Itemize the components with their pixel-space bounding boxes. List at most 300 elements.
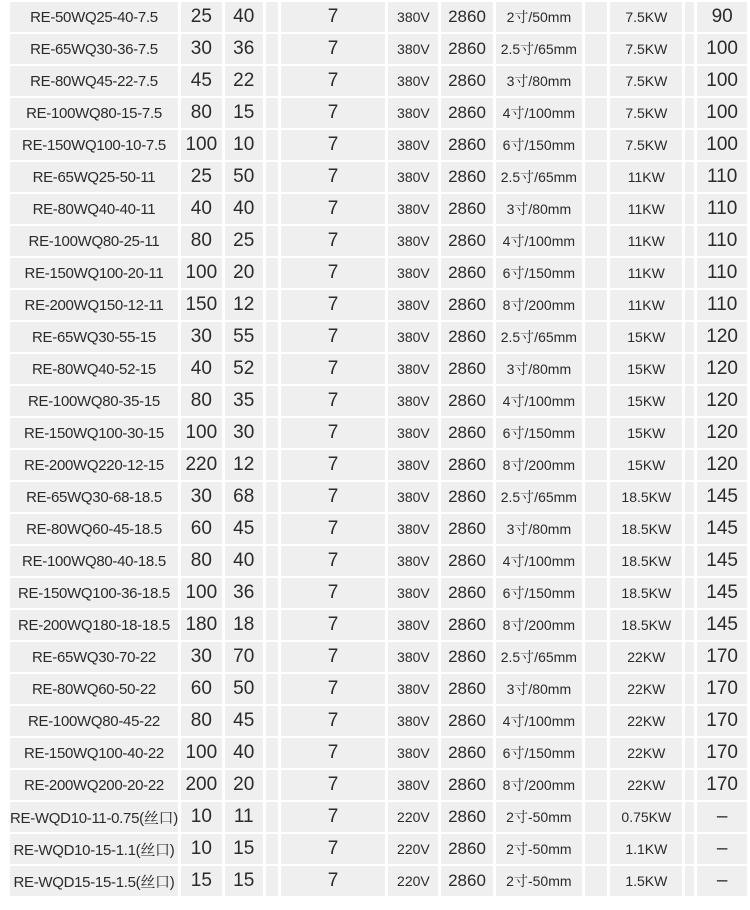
bore-cell: 4寸/100mm: [496, 706, 582, 736]
speed-cell: 2860: [441, 194, 492, 224]
spacer-cell: [585, 738, 607, 768]
voltage-cell: 380V: [388, 34, 438, 64]
spacer-cell: [266, 162, 278, 192]
bore-cell: 4寸/100mm: [496, 226, 582, 256]
voltage-cell: 380V: [388, 258, 438, 288]
power-cell: 11KW: [610, 194, 682, 224]
spacer-cell: [266, 546, 278, 576]
voltage-cell: 380V: [388, 770, 438, 800]
table-row: [10, 226, 747, 256]
weight-cell: 170: [697, 706, 747, 736]
head-cell: 55: [225, 322, 263, 352]
bore-cell: 6寸/150mm: [496, 578, 582, 608]
speed-cell: 2860: [441, 482, 492, 512]
head-cell: 15: [225, 866, 263, 896]
spacer-cell: [585, 322, 607, 352]
spacer-cell: [585, 66, 607, 96]
head-cell: 50: [225, 674, 263, 704]
spacer-cell: [266, 674, 278, 704]
bore-cell: 6寸/150mm: [496, 418, 582, 448]
spacer-cell: [685, 98, 694, 128]
weight-cell: 170: [697, 770, 747, 800]
stage-cell: 7: [281, 418, 386, 448]
bore-cell: 4寸/100mm: [496, 98, 582, 128]
flow-cell: 10: [181, 834, 222, 864]
model-cell: RE-100WQ80-25-11: [10, 226, 178, 256]
spacer-cell: [585, 802, 607, 832]
spacer-cell: [685, 130, 694, 160]
stage-cell: 7: [281, 354, 386, 384]
head-cell: 12: [225, 290, 263, 320]
speed-cell: 2860: [441, 418, 492, 448]
bore-cell: 2寸-50mm: [496, 834, 582, 864]
bore-cell: 2寸/50mm: [496, 2, 582, 32]
voltage-cell: 380V: [388, 98, 438, 128]
spacer-cell: [685, 450, 694, 480]
table-row: [10, 578, 747, 608]
head-cell: 25: [225, 226, 263, 256]
speed-cell: 2860: [441, 162, 492, 192]
flow-cell: 80: [181, 98, 222, 128]
stage-cell: 7: [281, 866, 386, 896]
weight-cell: 110: [697, 162, 747, 192]
spacer-cell: [685, 674, 694, 704]
bore-cell: 2.5寸/65mm: [496, 642, 582, 672]
spacer-cell: [585, 866, 607, 896]
spacer-cell: [266, 322, 278, 352]
power-cell: 7.5KW: [610, 130, 682, 160]
bore-cell: 3寸/80mm: [496, 194, 582, 224]
flow-cell: 80: [181, 706, 222, 736]
weight-cell: 120: [697, 322, 747, 352]
spacer-cell: [685, 834, 694, 864]
table-row: [10, 98, 747, 128]
table-row: [10, 130, 747, 160]
weight-cell: –: [697, 834, 747, 864]
voltage-cell: 380V: [388, 194, 438, 224]
speed-cell: 2860: [441, 770, 492, 800]
power-cell: 7.5KW: [610, 34, 682, 64]
voltage-cell: 220V: [388, 802, 438, 832]
stage-cell: 7: [281, 2, 386, 32]
flow-cell: 180: [181, 610, 222, 640]
flow-cell: 25: [181, 162, 222, 192]
table-row: [10, 642, 747, 672]
speed-cell: 2860: [441, 354, 492, 384]
spacer-cell: [585, 674, 607, 704]
table-row: [10, 610, 747, 640]
table-row: [10, 194, 747, 224]
speed-cell: 2860: [441, 322, 492, 352]
bore-cell: 2.5寸/65mm: [496, 34, 582, 64]
spacer-cell: [685, 290, 694, 320]
bore-cell: 4寸/100mm: [496, 546, 582, 576]
bore-cell: 3寸/80mm: [496, 514, 582, 544]
flow-cell: 60: [181, 514, 222, 544]
head-cell: 68: [225, 482, 263, 512]
power-cell: 0.75KW: [610, 802, 682, 832]
flow-cell: 80: [181, 226, 222, 256]
spacer-cell: [266, 354, 278, 384]
model-cell: RE-200WQ200-20-22: [10, 770, 178, 800]
spacer-cell: [685, 546, 694, 576]
spacer-cell: [266, 482, 278, 512]
spacer-cell: [585, 226, 607, 256]
spacer-cell: [685, 162, 694, 192]
stage-cell: 7: [281, 34, 386, 64]
stage-cell: 7: [281, 642, 386, 672]
spacer-cell: [266, 834, 278, 864]
model-cell: RE-150WQ100-30-15: [10, 418, 178, 448]
model-cell: RE-80WQ40-52-15: [10, 354, 178, 384]
voltage-cell: 380V: [388, 706, 438, 736]
speed-cell: 2860: [441, 450, 492, 480]
voltage-cell: 220V: [388, 866, 438, 896]
voltage-cell: 380V: [388, 322, 438, 352]
voltage-cell: 380V: [388, 546, 438, 576]
model-cell: RE-65WQ30-36-7.5: [10, 34, 178, 64]
spacer-cell: [685, 258, 694, 288]
bore-cell: 6寸/150mm: [496, 130, 582, 160]
weight-cell: 145: [697, 578, 747, 608]
power-cell: 18.5KW: [610, 578, 682, 608]
table-row: [10, 450, 747, 480]
head-cell: 30: [225, 418, 263, 448]
table-row: [10, 418, 747, 448]
weight-cell: 170: [697, 674, 747, 704]
stage-cell: 7: [281, 514, 386, 544]
power-cell: 15KW: [610, 450, 682, 480]
spacer-cell: [685, 514, 694, 544]
weight-cell: 120: [697, 354, 747, 384]
spacer-cell: [585, 34, 607, 64]
flow-cell: 220: [181, 450, 222, 480]
spacer-cell: [266, 450, 278, 480]
bore-cell: 8寸/200mm: [496, 290, 582, 320]
flow-cell: 200: [181, 770, 222, 800]
flow-cell: 150: [181, 290, 222, 320]
flow-cell: 40: [181, 194, 222, 224]
spacer-cell: [685, 66, 694, 96]
voltage-cell: 380V: [388, 226, 438, 256]
spacer-cell: [585, 130, 607, 160]
power-cell: 15KW: [610, 418, 682, 448]
spacer-cell: [266, 418, 278, 448]
weight-cell: 170: [697, 738, 747, 768]
flow-cell: 30: [181, 642, 222, 672]
stage-cell: 7: [281, 258, 386, 288]
stage-cell: 7: [281, 450, 386, 480]
speed-cell: 2860: [441, 642, 492, 672]
spacer-cell: [685, 354, 694, 384]
stage-cell: 7: [281, 194, 386, 224]
speed-cell: 2860: [441, 290, 492, 320]
pump-spec-table: [7, 0, 750, 898]
stage-cell: 7: [281, 130, 386, 160]
bore-cell: 4寸/100mm: [496, 386, 582, 416]
head-cell: 12: [225, 450, 263, 480]
power-cell: 7.5KW: [610, 98, 682, 128]
model-cell: RE-65WQ30-70-22: [10, 642, 178, 672]
spacer-cell: [685, 34, 694, 64]
weight-cell: 120: [697, 386, 747, 416]
flow-cell: 15: [181, 866, 222, 896]
model-cell: RE-80WQ45-22-7.5: [10, 66, 178, 96]
spacer-cell: [266, 130, 278, 160]
spacer-cell: [585, 290, 607, 320]
model-cell: RE-200WQ220-12-15: [10, 450, 178, 480]
spacer-cell: [685, 770, 694, 800]
weight-cell: 170: [697, 642, 747, 672]
head-cell: 70: [225, 642, 263, 672]
flow-cell: 80: [181, 386, 222, 416]
power-cell: 11KW: [610, 162, 682, 192]
power-cell: 15KW: [610, 322, 682, 352]
flow-cell: 30: [181, 34, 222, 64]
weight-cell: 145: [697, 610, 747, 640]
spacer-cell: [266, 770, 278, 800]
flow-cell: 100: [181, 418, 222, 448]
head-cell: 20: [225, 770, 263, 800]
spacer-cell: [685, 578, 694, 608]
power-cell: 15KW: [610, 354, 682, 384]
stage-cell: 7: [281, 610, 386, 640]
speed-cell: 2860: [441, 386, 492, 416]
power-cell: 15KW: [610, 386, 682, 416]
spacer-cell: [685, 706, 694, 736]
spacer-cell: [585, 546, 607, 576]
weight-cell: 145: [697, 482, 747, 512]
spacer-cell: [266, 706, 278, 736]
model-cell: RE-80WQ60-45-18.5: [10, 514, 178, 544]
weight-cell: 145: [697, 546, 747, 576]
pump-spec-table-body: [10, 2, 747, 896]
power-cell: 18.5KW: [610, 610, 682, 640]
table-row: [10, 834, 747, 864]
spacer-cell: [585, 386, 607, 416]
head-cell: 40: [225, 2, 263, 32]
table-row: [10, 674, 747, 704]
table-row: [10, 738, 747, 768]
weight-cell: 145: [697, 514, 747, 544]
speed-cell: 2860: [441, 66, 492, 96]
spacer-cell: [585, 642, 607, 672]
table-row: [10, 162, 747, 192]
spacer-cell: [685, 226, 694, 256]
speed-cell: 2860: [441, 578, 492, 608]
model-cell: RE-50WQ25-40-7.5: [10, 2, 178, 32]
flow-cell: 60: [181, 674, 222, 704]
power-cell: 22KW: [610, 770, 682, 800]
model-cell: RE-200WQ150-12-11: [10, 290, 178, 320]
flow-cell: 45: [181, 66, 222, 96]
power-cell: 7.5KW: [610, 66, 682, 96]
head-cell: 45: [225, 514, 263, 544]
speed-cell: 2860: [441, 866, 492, 896]
spacer-cell: [266, 642, 278, 672]
spacer-cell: [685, 194, 694, 224]
stage-cell: 7: [281, 706, 386, 736]
flow-cell: 100: [181, 258, 222, 288]
voltage-cell: 380V: [388, 162, 438, 192]
stage-cell: 7: [281, 162, 386, 192]
weight-cell: 100: [697, 66, 747, 96]
speed-cell: 2860: [441, 610, 492, 640]
head-cell: 15: [225, 98, 263, 128]
flow-cell: 30: [181, 322, 222, 352]
model-cell: RE-WQD10-11-0.75(丝口): [10, 802, 178, 832]
speed-cell: 2860: [441, 226, 492, 256]
model-cell: RE-65WQ25-50-11: [10, 162, 178, 192]
voltage-cell: 380V: [388, 130, 438, 160]
bore-cell: 8寸/200mm: [496, 770, 582, 800]
table-row: [10, 770, 747, 800]
head-cell: 45: [225, 706, 263, 736]
spacer-cell: [266, 514, 278, 544]
speed-cell: 2860: [441, 834, 492, 864]
head-cell: 40: [225, 546, 263, 576]
spacer-cell: [266, 866, 278, 896]
spacer-cell: [585, 450, 607, 480]
voltage-cell: 380V: [388, 642, 438, 672]
stage-cell: 7: [281, 674, 386, 704]
spacer-cell: [266, 194, 278, 224]
speed-cell: 2860: [441, 258, 492, 288]
table-row: [10, 482, 747, 512]
bore-cell: 8寸/200mm: [496, 610, 582, 640]
head-cell: 40: [225, 738, 263, 768]
table-row: [10, 34, 747, 64]
head-cell: 20: [225, 258, 263, 288]
weight-cell: 110: [697, 226, 747, 256]
spacer-cell: [266, 258, 278, 288]
stage-cell: 7: [281, 738, 386, 768]
voltage-cell: 380V: [388, 514, 438, 544]
head-cell: 50: [225, 162, 263, 192]
stage-cell: 7: [281, 834, 386, 864]
model-cell: RE-100WQ80-40-18.5: [10, 546, 178, 576]
flow-cell: 100: [181, 738, 222, 768]
flow-cell: 40: [181, 354, 222, 384]
speed-cell: 2860: [441, 546, 492, 576]
spacer-cell: [685, 386, 694, 416]
speed-cell: 2860: [441, 514, 492, 544]
stage-cell: 7: [281, 578, 386, 608]
voltage-cell: 380V: [388, 66, 438, 96]
spacer-cell: [585, 514, 607, 544]
spacer-cell: [266, 386, 278, 416]
power-cell: 1.5KW: [610, 866, 682, 896]
spacer-cell: [266, 98, 278, 128]
stage-cell: 7: [281, 66, 386, 96]
spacer-cell: [585, 194, 607, 224]
spacer-cell: [585, 258, 607, 288]
model-cell: RE-80WQ60-50-22: [10, 674, 178, 704]
voltage-cell: 380V: [388, 610, 438, 640]
model-cell: RE-WQD10-15-1.1(丝口): [10, 834, 178, 864]
voltage-cell: 380V: [388, 386, 438, 416]
spacer-cell: [685, 738, 694, 768]
spacer-cell: [585, 162, 607, 192]
power-cell: 11KW: [610, 226, 682, 256]
spacer-cell: [266, 802, 278, 832]
bore-cell: 2.5寸/65mm: [496, 482, 582, 512]
spacer-cell: [266, 2, 278, 32]
head-cell: 11: [225, 802, 263, 832]
bore-cell: 3寸/80mm: [496, 66, 582, 96]
bore-cell: 2.5寸/65mm: [496, 162, 582, 192]
voltage-cell: 380V: [388, 418, 438, 448]
stage-cell: 7: [281, 546, 386, 576]
weight-cell: –: [697, 866, 747, 896]
head-cell: 36: [225, 34, 263, 64]
bore-cell: 3寸/80mm: [496, 674, 582, 704]
power-cell: 22KW: [610, 706, 682, 736]
model-cell: RE-200WQ180-18-18.5: [10, 610, 178, 640]
flow-cell: 100: [181, 578, 222, 608]
weight-cell: 120: [697, 418, 747, 448]
voltage-cell: 380V: [388, 2, 438, 32]
model-cell: RE-80WQ40-40-11: [10, 194, 178, 224]
power-cell: 22KW: [610, 674, 682, 704]
voltage-cell: 380V: [388, 738, 438, 768]
flow-cell: 100: [181, 130, 222, 160]
stage-cell: 7: [281, 322, 386, 352]
spacer-cell: [685, 610, 694, 640]
weight-cell: 110: [697, 290, 747, 320]
power-cell: 11KW: [610, 258, 682, 288]
model-cell: RE-100WQ80-35-15: [10, 386, 178, 416]
bore-cell: 6寸/150mm: [496, 738, 582, 768]
spacer-cell: [585, 418, 607, 448]
power-cell: 22KW: [610, 738, 682, 768]
spacer-cell: [685, 418, 694, 448]
stage-cell: 7: [281, 802, 386, 832]
weight-cell: 90: [697, 2, 747, 32]
spacer-cell: [585, 578, 607, 608]
stage-cell: 7: [281, 386, 386, 416]
flow-cell: 10: [181, 802, 222, 832]
bore-cell: 8寸/200mm: [496, 450, 582, 480]
bore-cell: 2.5寸/65mm: [496, 322, 582, 352]
spacer-cell: [266, 578, 278, 608]
head-cell: 18: [225, 610, 263, 640]
spacer-cell: [266, 290, 278, 320]
stage-cell: 7: [281, 482, 386, 512]
head-cell: 36: [225, 578, 263, 608]
power-cell: 1.1KW: [610, 834, 682, 864]
flow-cell: 80: [181, 546, 222, 576]
speed-cell: 2860: [441, 2, 492, 32]
power-cell: 7.5KW: [610, 2, 682, 32]
weight-cell: 100: [697, 130, 747, 160]
model-cell: RE-100WQ80-15-7.5: [10, 98, 178, 128]
spacer-cell: [266, 34, 278, 64]
stage-cell: 7: [281, 226, 386, 256]
model-cell: RE-150WQ100-36-18.5: [10, 578, 178, 608]
table-row: [10, 514, 747, 544]
power-cell: 18.5KW: [610, 482, 682, 512]
table-row: [10, 322, 747, 352]
speed-cell: 2860: [441, 34, 492, 64]
bore-cell: 3寸/80mm: [496, 354, 582, 384]
spacer-cell: [685, 322, 694, 352]
spacer-cell: [266, 226, 278, 256]
spacer-cell: [585, 834, 607, 864]
power-cell: 18.5KW: [610, 514, 682, 544]
stage-cell: 7: [281, 290, 386, 320]
spacer-cell: [685, 642, 694, 672]
